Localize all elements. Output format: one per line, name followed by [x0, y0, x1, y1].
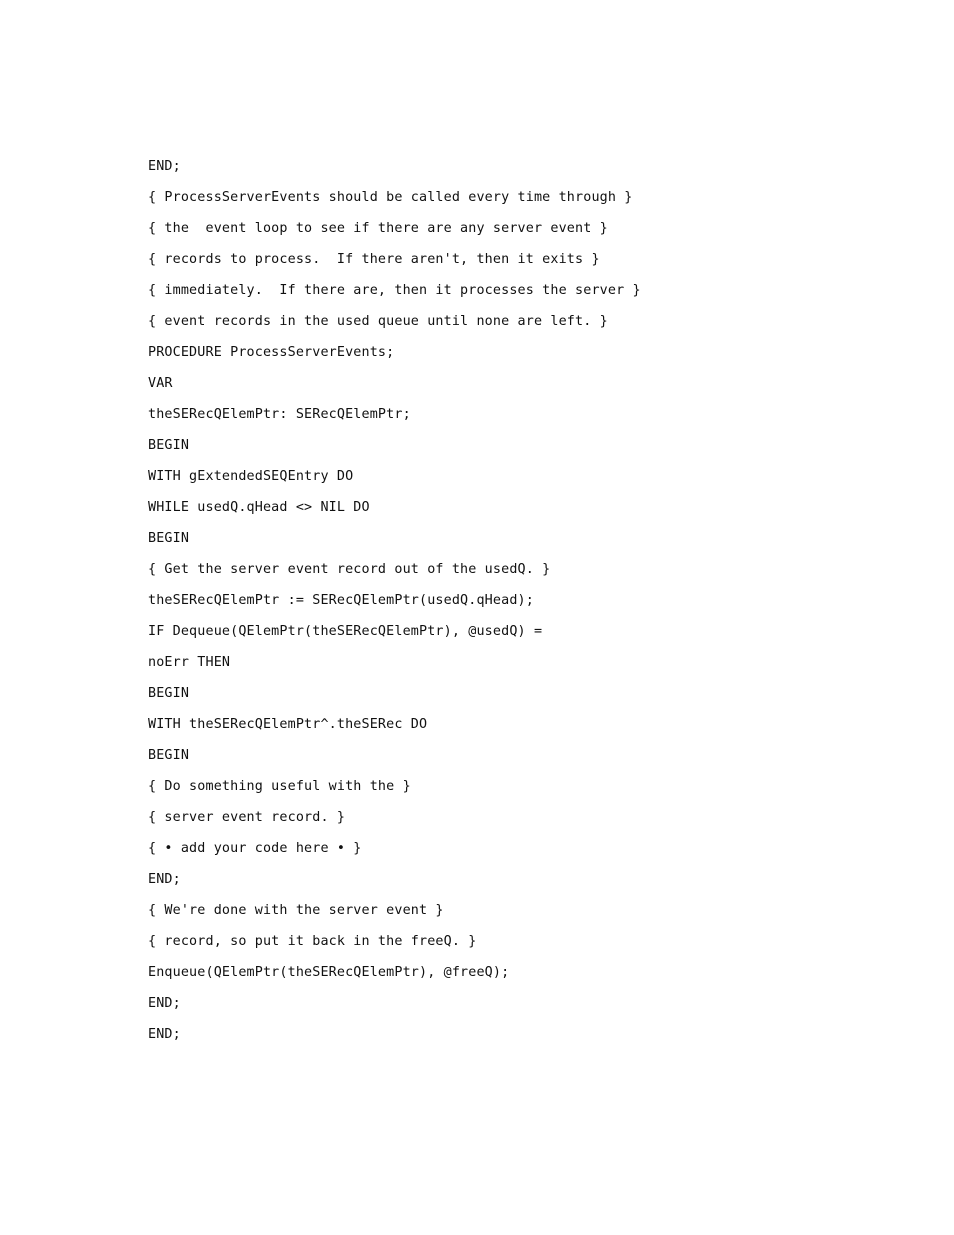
code-line: WITH gExtendedSEQEntry DO — [148, 469, 354, 484]
code-line: PROCEDURE ProcessServerEvents; — [148, 345, 395, 360]
code-line: WITH theSERecQElemPtr^.theSERec DO — [148, 717, 428, 732]
code-listing — [148, 156, 641, 1055]
code-line: { record, so put it back in the freeQ. } — [148, 934, 477, 949]
code-line: noErr THEN — [148, 655, 231, 670]
code-line: VAR — [148, 376, 173, 391]
code-line: END; — [148, 996, 181, 1011]
code-line: END; — [148, 872, 181, 887]
code-line: BEGIN — [148, 686, 190, 701]
code-line: Enqueue(QElemPtr(theSERecQElemPtr), @freeQ); — [148, 965, 510, 980]
code-line: { event records in the used queue until none are left. } — [148, 314, 608, 329]
code-line: { We're done with the server event } — [148, 903, 444, 918]
code-line: theSERecQElemPtr := SERecQElemPtr(usedQ.qHead); — [148, 593, 534, 608]
code-line: { records to process. If there aren't, then it exits } — [148, 252, 600, 267]
code-line: WHILE usedQ.qHead <> NIL DO — [148, 500, 370, 515]
code-line: BEGIN — [148, 438, 190, 453]
code-line: BEGIN — [148, 748, 190, 763]
code-line: { ProcessServerEvents should be called every time through } — [148, 190, 633, 205]
code-line: { • add your code here • } — [148, 841, 362, 856]
code-line: { Do something useful with the } — [148, 779, 411, 794]
code-line: IF Dequeue(QElemPtr(theSERecQElemPtr), @usedQ) = — [148, 624, 543, 639]
code-line: { server event record. } — [148, 810, 346, 825]
code-line: { immediately. If there are, then it processes the server } — [148, 283, 641, 298]
code-line: BEGIN — [148, 531, 190, 546]
code-line: theSERecQElemPtr: SERecQElemPtr; — [148, 407, 411, 422]
code-line: END; — [148, 1027, 181, 1042]
code-line: { Get the server event record out of the usedQ. } — [148, 562, 551, 577]
code-line: { the event loop to see if there are any server event } — [148, 221, 608, 236]
code-line: END; — [148, 159, 181, 174]
